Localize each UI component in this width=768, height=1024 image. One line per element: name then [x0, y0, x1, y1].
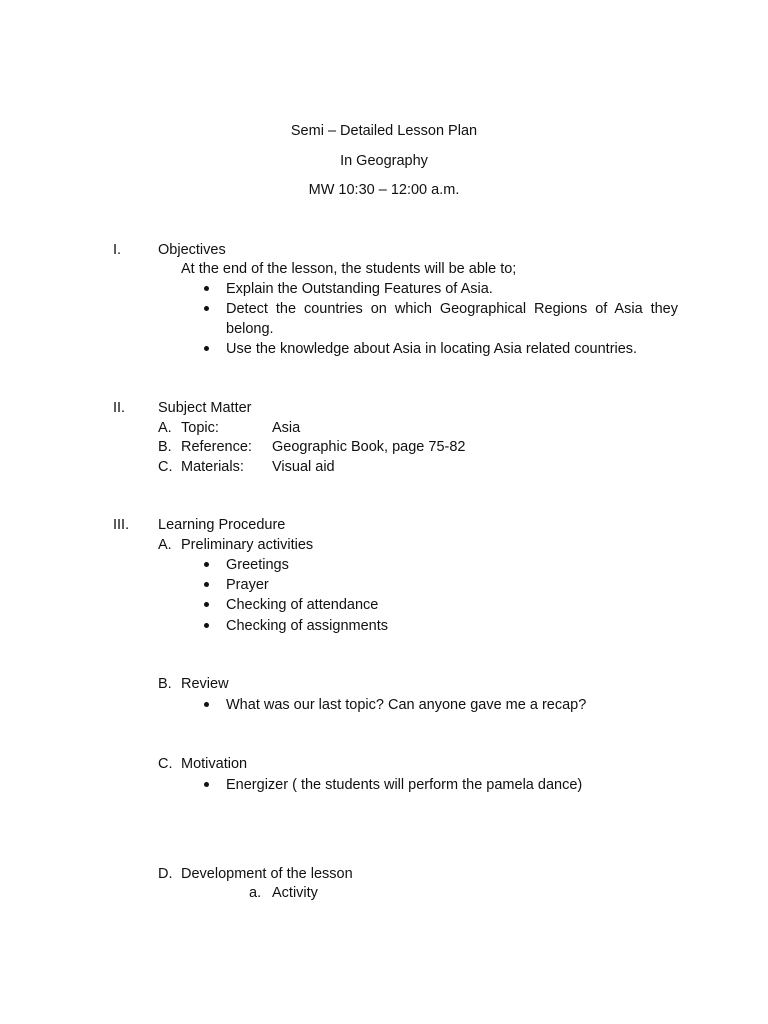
sub-item-letter: a.	[249, 885, 262, 901]
subsection-letter: D.	[158, 866, 173, 882]
bullet-icon	[202, 283, 212, 293]
bullet-icon	[202, 343, 212, 353]
document-subject: In Geography	[340, 153, 428, 169]
bullet-icon	[202, 620, 212, 630]
subject-matter-heading: Subject Matter	[158, 400, 252, 416]
list-item: Checking of attendance	[226, 597, 379, 613]
bullet-icon	[202, 559, 212, 569]
subject-row-letter: A.	[158, 420, 172, 436]
subject-row-label: Topic:	[181, 420, 219, 436]
subsection-letter: C.	[158, 756, 173, 772]
objectives-heading: Objectives	[158, 242, 226, 258]
list-item: Checking of assignments	[226, 618, 388, 634]
list-item: Energizer ( the students will perform the pamela dance)	[226, 777, 583, 793]
objective-item-continuation: belong.	[226, 321, 274, 337]
activity-label: Activity	[272, 885, 318, 901]
subject-row-label: Materials:	[181, 459, 244, 475]
preliminary-heading: Preliminary activities	[181, 537, 314, 553]
procedure-heading: Learning Procedure	[158, 517, 286, 533]
objective-item: Explain the Outstanding Features of Asia.	[226, 281, 493, 297]
list-item: What was our last topic? Can anyone gave me a recap?	[226, 697, 587, 713]
list-item: Prayer	[226, 577, 269, 593]
bullet-icon	[202, 579, 212, 589]
bullet-icon	[202, 303, 212, 313]
subject-row-value: Asia	[272, 420, 301, 436]
subject-row-letter: C.	[158, 459, 173, 475]
subject-row-letter: B.	[158, 439, 172, 455]
subsection-letter: B.	[158, 676, 172, 692]
section-numeral: II.	[113, 400, 126, 416]
document-title: Semi – Detailed Lesson Plan	[290, 123, 478, 139]
section-numeral: I.	[113, 242, 122, 258]
section-numeral: III.	[113, 517, 130, 533]
objectives-intro: At the end of the lesson, the students will be able to;	[181, 261, 517, 277]
subject-row-value: Geographic Book, page 75-82	[272, 439, 466, 455]
bullet-icon	[202, 599, 212, 609]
subject-row-label: Reference:	[181, 439, 252, 455]
list-item: Greetings	[226, 557, 289, 573]
document-schedule: MW 10:30 – 12:00 a.m.	[308, 182, 460, 198]
review-heading: Review	[181, 676, 229, 692]
motivation-heading: Motivation	[181, 756, 248, 772]
subject-row-value: Visual aid	[272, 459, 335, 475]
subsection-letter: A.	[158, 537, 172, 553]
bullet-icon	[202, 779, 212, 789]
bullet-icon	[202, 699, 212, 709]
objective-item: Use the knowledge about Asia in locating Asia related countries.	[226, 341, 638, 357]
objective-item: Detect the countries on which Geographical Regions of Asia they	[226, 301, 678, 317]
development-heading: Development of the lesson	[181, 866, 353, 882]
